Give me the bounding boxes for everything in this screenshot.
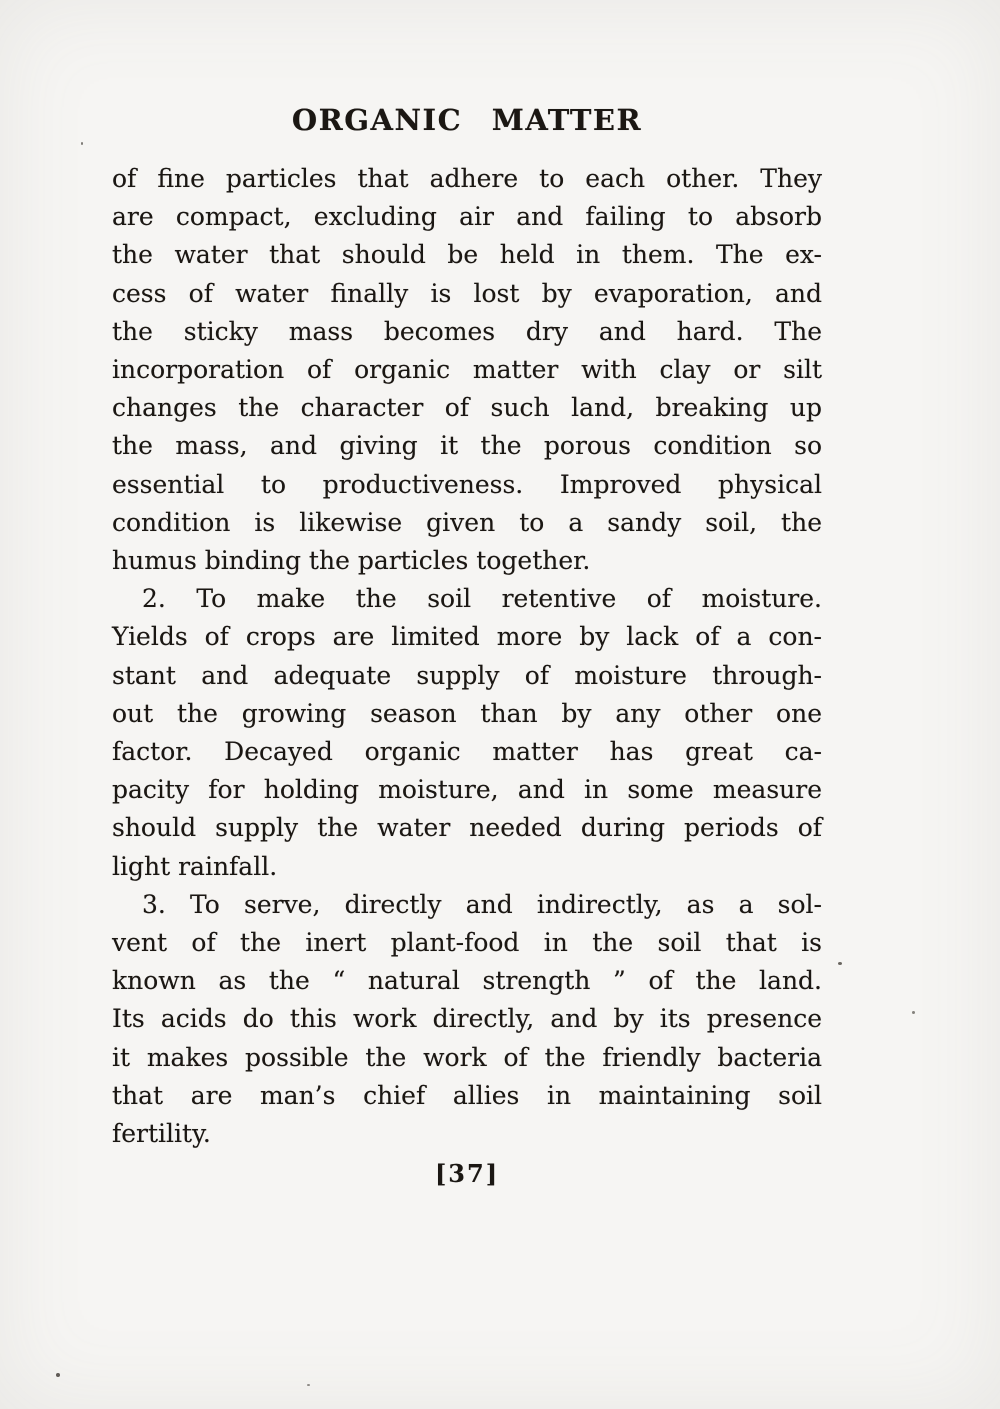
scan-speck	[81, 142, 83, 145]
text-line: the water that should be held in them. The ex-	[112, 240, 822, 270]
scan-speck	[56, 1373, 60, 1377]
text-line: known as the “ natural strength ” of the land.	[112, 966, 822, 996]
text-line: 2. To make the soil retentive of moisture.	[142, 584, 822, 614]
text-line: cess of water finally is lost by evaporation, and	[112, 278, 822, 308]
scan-speck	[838, 962, 842, 965]
text-line: changes the character of such land, breaking up	[112, 393, 822, 423]
text-line: it makes possible the work of the friendly bacteria	[112, 1042, 822, 1072]
page-title: ORGANIC MATTER	[291, 103, 643, 137]
text-line: of fine particles that adhere to each other. They	[112, 164, 822, 193]
text-line: the mass, and giving it the porous condition so	[112, 431, 822, 461]
scan-speck	[307, 1384, 310, 1386]
text-line: Its acids do this work directly, and by its presence	[112, 1004, 822, 1034]
text-line: light rainfall.	[112, 851, 278, 881]
text-line: out the growing season than by any other one	[112, 698, 822, 728]
text-line: fertility.	[112, 1119, 211, 1149]
text-line: the sticky mass becomes dry and hard. The	[112, 316, 822, 346]
text-line: essential to productiveness. Improved physical	[112, 469, 822, 499]
text-line: pacity for holding moisture, and in some measure	[112, 775, 822, 805]
body-text	[112, 160, 822, 1190]
text-line: stant and adequate supply of moisture through-	[112, 660, 822, 690]
scan-speck	[912, 1011, 915, 1014]
text-line: condition is likewise given to a sandy soil, the	[112, 507, 822, 537]
text-line: that are man’s chief allies in maintaining soil	[112, 1080, 822, 1110]
text-line: should supply the water needed during periods of	[112, 813, 822, 843]
text-line: incorporation of organic matter with clay or silt	[112, 355, 822, 385]
text-line: vent of the inert plant-food in the soil that is	[112, 928, 822, 958]
text-line: factor. Decayed organic matter has great ca-	[112, 737, 822, 767]
page-number: [37]	[434, 1159, 500, 1189]
text-line: are compact, excluding air and failing to absorb	[112, 202, 822, 232]
text-line: humus binding the particles together.	[112, 546, 591, 576]
text-line: 3. To serve, directly and indirectly, as a sol-	[142, 889, 822, 919]
text-line: Yields of crops are limited more by lack of a con-	[112, 622, 822, 652]
